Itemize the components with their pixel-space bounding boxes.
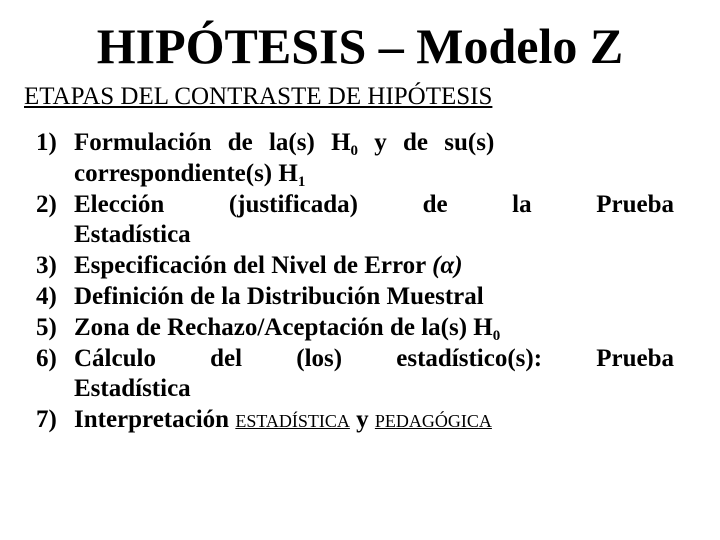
step-text — [74, 344, 674, 406]
list-item — [36, 128, 674, 190]
step-text-part: Especificación del Nivel de Error — [74, 252, 433, 280]
list-item — [36, 190, 674, 252]
list-item — [36, 282, 674, 313]
step-text-part — [74, 129, 495, 159]
step-text-part: Cálculo del (los) estadístico(s): Prueba — [74, 344, 674, 372]
step-number: 5) — [36, 313, 57, 341]
step-text — [74, 251, 674, 282]
slide-subtitle: ETAPAS DEL CONTRASTE DE HIPÓTESIS — [24, 83, 493, 110]
step-number: 4) — [36, 282, 57, 310]
step-text-part: Zona de Rechazo/Aceptación de la(s) H — [74, 313, 493, 341]
step-text-part: y de su(s) — [358, 129, 495, 156]
step-number: 3) — [36, 252, 57, 280]
list-item — [36, 344, 674, 406]
step-text-part: Estadística — [74, 375, 191, 403]
underlined-word: PEDAGÓGICA — [374, 411, 492, 432]
step-text-part: correspondiente(s) H — [74, 159, 298, 187]
underlined-word: ESTADÍSTICA — [235, 411, 350, 432]
list-item — [36, 313, 674, 344]
subscript: 0 — [492, 327, 501, 344]
step-text — [74, 313, 674, 344]
subscript: 1 — [297, 173, 306, 190]
step-number: 1) — [36, 129, 57, 156]
step-number: 6) — [36, 344, 57, 372]
step-text-part: Interpretación — [74, 406, 236, 434]
step-text — [74, 405, 674, 437]
step-number: 2) — [36, 190, 57, 218]
step-number: 7) — [36, 406, 57, 434]
step-text: Definición de la Distribución Muestral — [74, 282, 484, 310]
step-text-part: Formulación de la(s) H — [74, 129, 351, 156]
step-text — [74, 190, 674, 252]
steps-list — [36, 128, 674, 437]
subscript: 0 — [350, 143, 359, 159]
step-text — [74, 128, 674, 190]
step-text-part: Elección (justificada) de la Prueba — [74, 190, 674, 218]
list-item — [36, 405, 674, 437]
step-text-part: y — [349, 406, 375, 434]
error-symbol: (α) — [432, 252, 463, 280]
slide-title: HIPÓTESIS – Modelo Z — [96, 18, 624, 74]
list-item — [36, 251, 674, 282]
step-text-part: Estadística — [74, 221, 191, 249]
